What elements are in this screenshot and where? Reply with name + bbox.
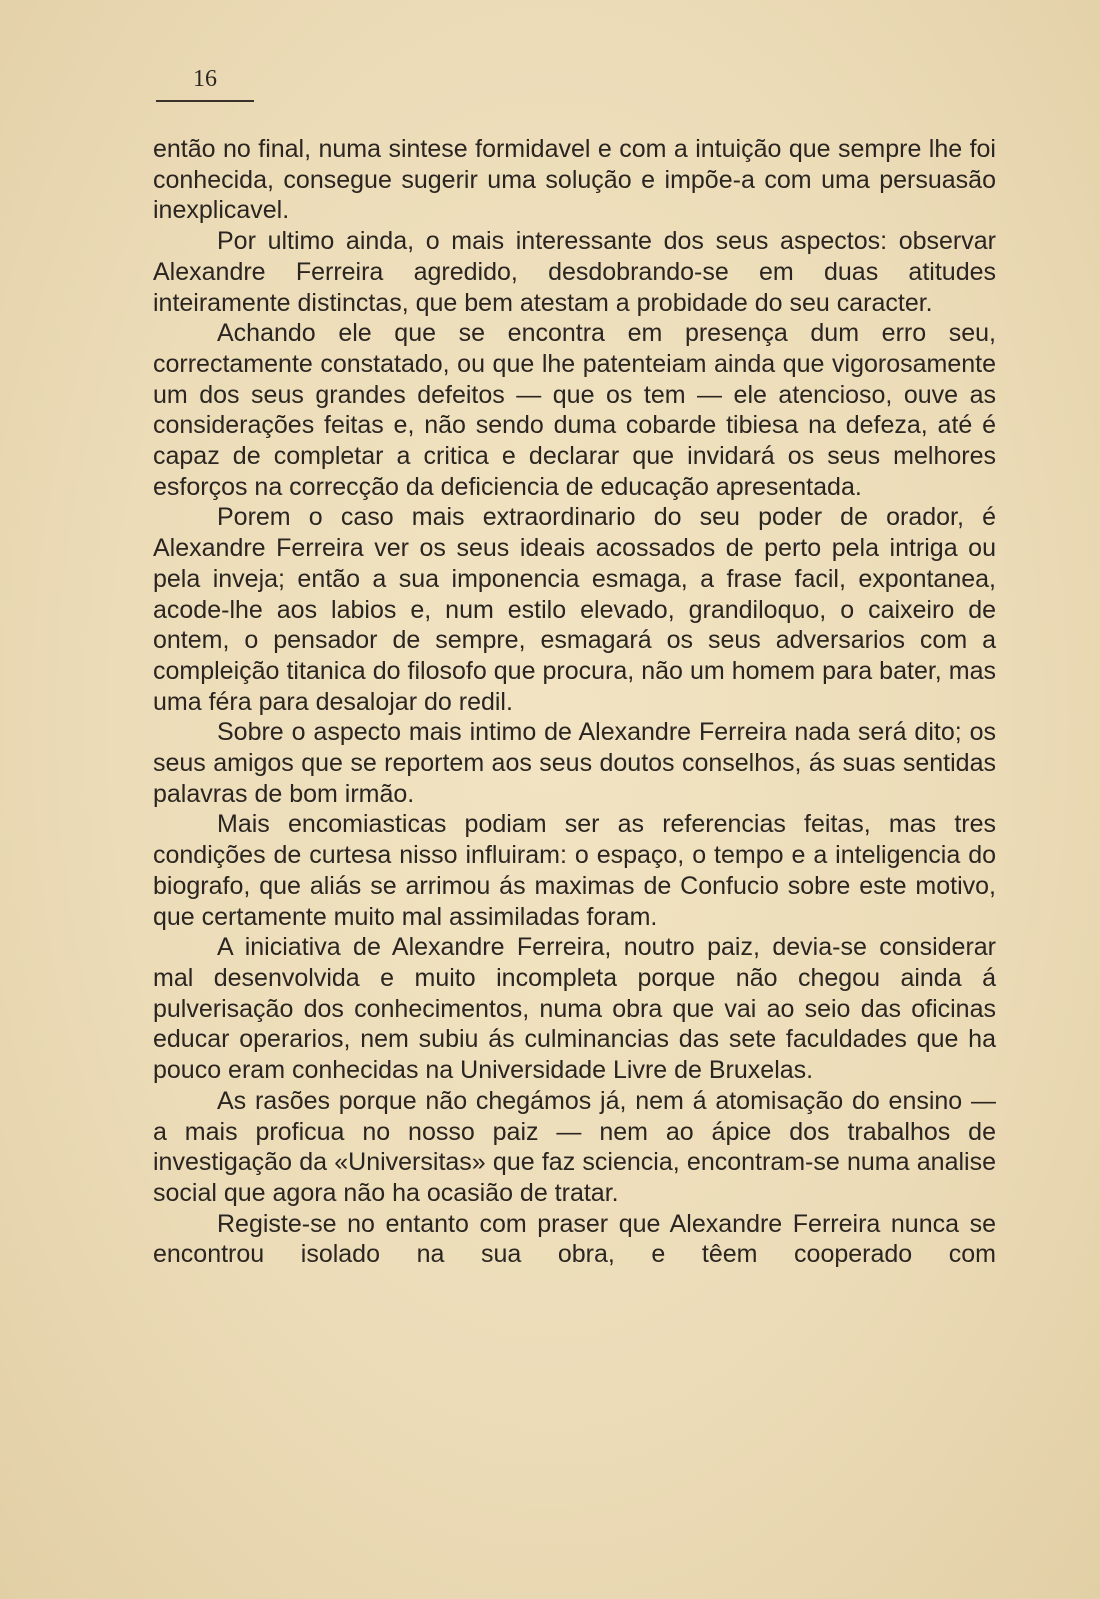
paragraph: Porem o caso mais extraordinario do seu poder de orador, é Alexandre Ferreira ver os seus ideais acossados de perto pela intriga ou pela inveja; então a sua imponencia esmaga, a frase facil, expontanea, acode-lhe aos labios e, num estilo elevado, grandiloquo, o caixeiro de ontem, o pensador de sempre, esmagará os seus adversarios com a compleição titanica do filosofo que procura, não um homem para bater, mas uma féra para desalojar do redil. bbox=[153, 503, 996, 716]
page-number: 16 bbox=[193, 66, 217, 92]
paragraph: A iniciativa de Alexandre Ferreira, noutro paiz, devia-se considerar mal desenvolvida e muito incompleta porque não chegou ainda á pulverisação dos conhecimentos, numa obra que vai ao seio das oficinas educar operarios, nem subiu ás culminancias das sete faculdades que ha pouco eram conhecidas na Universidade Livre de Bruxelas. bbox=[153, 933, 996, 1085]
paragraph: Achando ele que se encontra em presença dum erro seu, correctamente constatado, ou que lhe patenteiam ainda que vigorosamente um dos seus grandes defeitos — que os tem — ele atencioso, ouve as considerações feitas e, não sendo duma cobarde tibiesa na defeza, até é capaz de completar a critica e declarar que invidará os seus melhores esforços na correcção da deficiencia de educação apresentada. bbox=[153, 319, 996, 501]
header-rule bbox=[156, 100, 254, 102]
paragraph: Sobre o aspecto mais intimo de Alexandre Ferreira nada será dito; os seus amigos que se reportem aos seus doutos conselhos, ás suas sentidas palavras de bom irmão. bbox=[153, 718, 996, 808]
paragraph: As rasões porque não chegámos já, nem á atomisação do ensino — a mais proficua no nosso paiz — nem ao ápice dos trabalhos de investigação da «Universitas» que faz sciencia, encontram-se numa analise social que agora não ha ocasião de tratar. bbox=[153, 1086, 996, 1207]
paragraph: Mais encomiasticas podiam ser as referencias feitas, mas tres condições de curtesa nisso influiram: o espaço, o tempo e a inteligencia do biografo, que aliás se arrimou ás maximas de Confucio sobre este motivo, que certamente muito mal assimiladas foram. bbox=[153, 810, 996, 931]
paragraph: Por ultimo ainda, o mais interessante dos seus aspectos: observar Alexandre Ferreira agredido, desdobrando-se em duas atitudes inteiramente distinctas, que bem atestam a probidade do seu caracter. bbox=[153, 227, 996, 317]
body-text bbox=[153, 134, 996, 1270]
paragraph: então no final, numa sintese formidavel e com a intuição que sempre lhe foi conhecida, consegue sugerir uma solução e impõe-a com uma persuasão inexplicavel. bbox=[153, 135, 996, 225]
paragraph: Registe-se no entanto com praser que Alexandre Ferreira nunca se encontrou isolado na sua obra, e têem cooperado com bbox=[153, 1209, 996, 1269]
